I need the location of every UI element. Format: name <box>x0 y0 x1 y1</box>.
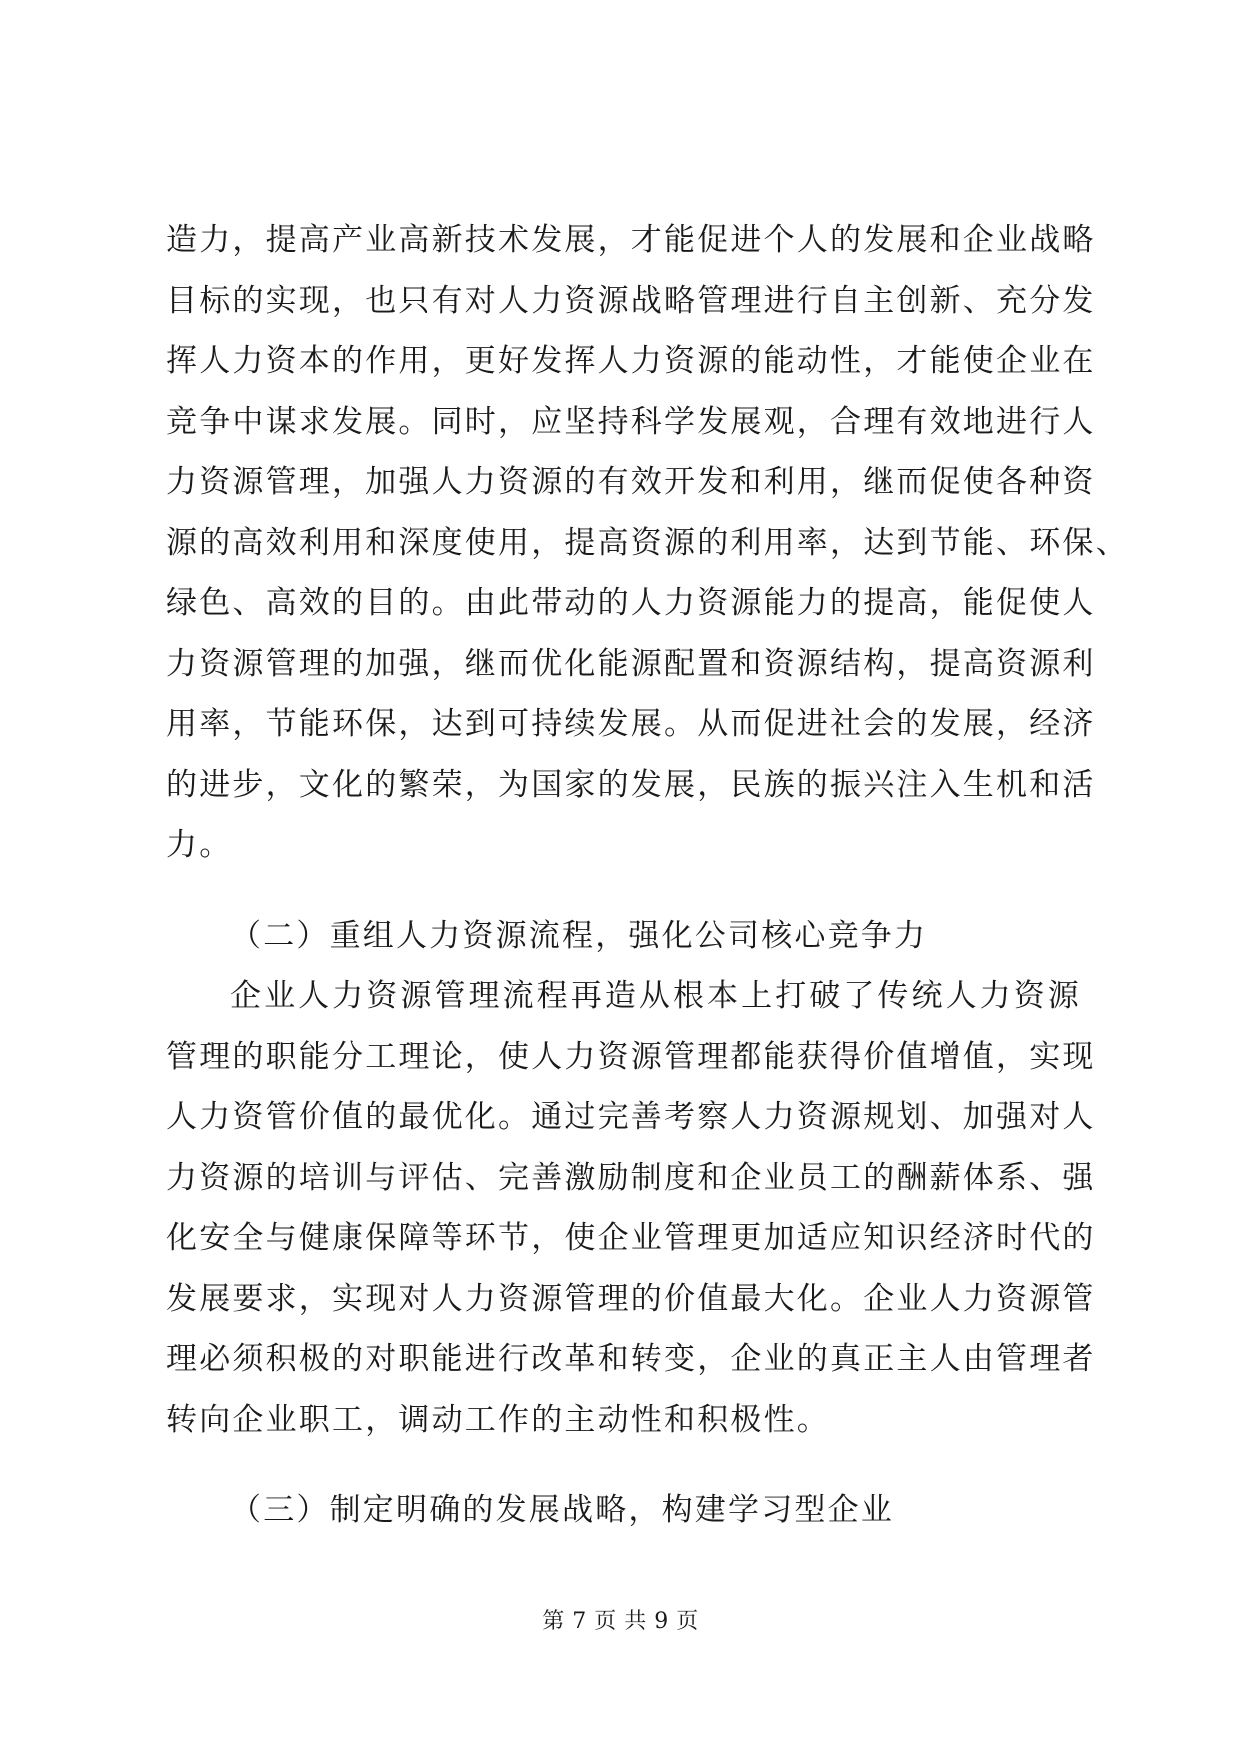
paragraph-line: 力。 <box>166 827 233 863</box>
paragraph-line: 的进步，文化的繁荣，为国家的发展，民族的振兴注入生机和活 <box>166 766 1096 803</box>
paragraph-line: 目标的实现，也只有对人力资源战略管理进行自主创新、充分发 <box>166 282 1096 319</box>
heading-text: （三）制定明确的发展战略，构建学习型企业 <box>230 1492 894 1528</box>
paragraph-line: 力资源的培训与评估、完善激励制度和企业员工的酬薪体系、强 <box>166 1159 1096 1196</box>
paragraph-line: 造力，提高产业高新技术发展，才能促进个人的发展和企业战略 <box>166 222 1096 258</box>
heading-text: （二）重组人力资源流程，强化公司核心竞争力 <box>230 918 928 954</box>
paragraph-line: 绿色、高效的目的。由此带动的人力资源能力的提高，能促使人 <box>166 585 1096 621</box>
body-paragraph-1 <box>166 210 1129 876</box>
page-number-label: 第 7 页 共 9 页 <box>542 1609 699 1634</box>
paragraph-line: 竞争中谋求发展。同时，应坚持科学发展观，合理有效地进行人 <box>166 403 1096 440</box>
paragraph-line: 挥人力资本的作用，更好发挥人力资源的能动性，才能使企业在 <box>166 343 1096 379</box>
paragraph-line: 转向企业职工，调动工作的主动性和积极性。 <box>166 1401 830 1438</box>
paragraph-line: 力资源管理的加强，继而优化能源配置和资源结构，提高资源利 <box>166 645 1096 682</box>
paragraph-line: 理必须积极的对职能进行改革和转变，企业的真正主人由管理者 <box>166 1341 1096 1377</box>
paragraph-line: 化安全与健康保障等环节，使企业管理更加适应知识经济时代的 <box>166 1220 1096 1256</box>
paragraph-line: 力资源管理，加强人力资源的有效开发和利用，继而促使各种资 <box>166 464 1096 500</box>
body-paragraph-2 <box>166 966 1096 1450</box>
paragraph-line: 发展要求，实现对人力资源管理的价值最大化。企业人力资源管 <box>166 1280 1096 1317</box>
paragraph-line: 用率，节能环保，达到可持续发展。从而促进社会的发展，经济 <box>166 706 1096 742</box>
paragraph-line: 管理的职能分工理论，使人力资源管理都能获得价值增值，实现 <box>166 1038 1096 1075</box>
paragraph-line: 源的高效利用和深度使用，提高资源的利用率，达到节能、环保、 <box>166 524 1129 561</box>
page-footer <box>0 1604 1241 1635</box>
paragraph-line: 人力资管价值的最优化。通过完善考察人力资源规划、加强对人 <box>166 1099 1096 1135</box>
paragraph-line: 企业人力资源管理流程再造从根本上打破了传统人力资源 <box>230 978 1081 1014</box>
section-heading-3 <box>230 1480 1081 1541</box>
section-heading-2 <box>230 906 1081 967</box>
